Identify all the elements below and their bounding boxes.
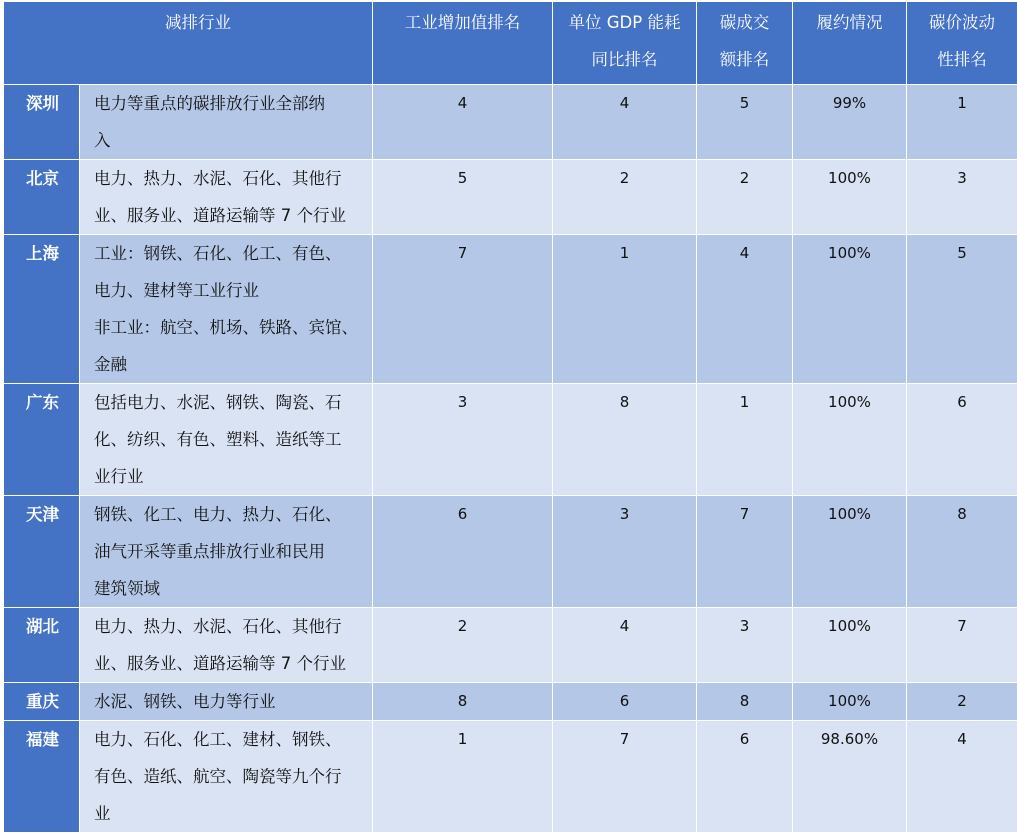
sector-line: 工业：钢铁、石化、化工、有色、 bbox=[94, 235, 364, 272]
table-row bbox=[4, 85, 1017, 160]
header-value-added-rank: 工业增加值排名 bbox=[373, 2, 553, 85]
header-volatility-rank-line1: 碳价波动 bbox=[907, 4, 1017, 41]
table-header bbox=[4, 2, 1017, 85]
row-trade-rank: 1 bbox=[697, 384, 793, 496]
row-value-added-rank: 7 bbox=[373, 235, 553, 384]
header-energy-rank bbox=[553, 2, 697, 85]
row-compliance: 100% bbox=[793, 608, 907, 683]
row-value-added-rank: 4 bbox=[373, 85, 553, 160]
row-trade-rank: 2 bbox=[697, 160, 793, 235]
header-energy-rank-line2: 同比排名 bbox=[553, 41, 696, 78]
row-value-added-rank: 2 bbox=[373, 608, 553, 683]
table-row bbox=[4, 496, 1017, 608]
row-region: 广东 bbox=[4, 384, 80, 496]
sector-line: 金融 bbox=[94, 346, 364, 383]
row-compliance: 99% bbox=[793, 85, 907, 160]
row-region: 天津 bbox=[4, 496, 80, 608]
table-row bbox=[4, 721, 1017, 833]
row-trade-rank: 6 bbox=[697, 721, 793, 833]
table-row bbox=[4, 235, 1017, 384]
row-compliance: 100% bbox=[793, 384, 907, 496]
sector-line: 化、纺织、有色、塑料、造纸等工 bbox=[94, 421, 364, 458]
row-energy-rank: 4 bbox=[553, 85, 697, 160]
row-value-added-rank: 3 bbox=[373, 384, 553, 496]
table-body bbox=[4, 85, 1017, 833]
sector-line: 电力、建材等工业行业 bbox=[94, 272, 364, 309]
row-value-added-rank: 5 bbox=[373, 160, 553, 235]
row-sectors bbox=[80, 608, 373, 683]
row-volatility-rank: 5 bbox=[907, 235, 1017, 384]
row-volatility-rank: 4 bbox=[907, 721, 1017, 833]
sector-line: 电力、热力、水泥、石化、其他行 bbox=[94, 160, 364, 197]
carbon-market-ranking-table bbox=[3, 1, 1017, 833]
row-trade-rank: 4 bbox=[697, 235, 793, 384]
row-sectors bbox=[80, 384, 373, 496]
sector-line: 钢铁、化工、电力、热力、石化、 bbox=[94, 496, 364, 533]
row-value-added-rank: 8 bbox=[373, 683, 553, 721]
header-row bbox=[4, 2, 1017, 85]
header-volatility-rank bbox=[907, 2, 1017, 85]
row-compliance: 100% bbox=[793, 683, 907, 721]
row-region: 福建 bbox=[4, 721, 80, 833]
row-energy-rank: 8 bbox=[553, 384, 697, 496]
row-sectors bbox=[80, 235, 373, 384]
row-compliance: 100% bbox=[793, 160, 907, 235]
sector-line: 油气开采等重点排放行业和民用 bbox=[94, 533, 364, 570]
row-energy-rank: 3 bbox=[553, 496, 697, 608]
row-value-added-rank: 1 bbox=[373, 721, 553, 833]
table-row bbox=[4, 160, 1017, 235]
header-sector: 减排行业 bbox=[4, 2, 373, 85]
sector-line: 业行业 bbox=[94, 458, 364, 495]
header-trade-rank-line1: 碳成交 bbox=[697, 4, 792, 41]
row-trade-rank: 3 bbox=[697, 608, 793, 683]
row-trade-rank: 7 bbox=[697, 496, 793, 608]
sector-line: 水泥、钢铁、电力等行业 bbox=[94, 683, 364, 720]
row-sectors bbox=[80, 160, 373, 235]
row-energy-rank: 7 bbox=[553, 721, 697, 833]
row-region: 深圳 bbox=[4, 85, 80, 160]
row-volatility-rank: 1 bbox=[907, 85, 1017, 160]
row-energy-rank: 1 bbox=[553, 235, 697, 384]
row-volatility-rank: 7 bbox=[907, 608, 1017, 683]
row-region: 北京 bbox=[4, 160, 80, 235]
row-energy-rank: 2 bbox=[553, 160, 697, 235]
row-volatility-rank: 3 bbox=[907, 160, 1017, 235]
header-compliance: 履约情况 bbox=[793, 2, 907, 85]
sector-line: 业、服务业、道路运输等 7 个行业 bbox=[94, 197, 364, 234]
table-row bbox=[4, 683, 1017, 721]
row-region: 重庆 bbox=[4, 683, 80, 721]
table-row bbox=[4, 608, 1017, 683]
row-compliance: 100% bbox=[793, 235, 907, 384]
sector-line: 电力、热力、水泥、石化、其他行 bbox=[94, 608, 364, 645]
row-region: 上海 bbox=[4, 235, 80, 384]
row-trade-rank: 8 bbox=[697, 683, 793, 721]
row-sectors bbox=[80, 496, 373, 608]
row-volatility-rank: 6 bbox=[907, 384, 1017, 496]
row-compliance: 98.60% bbox=[793, 721, 907, 833]
row-volatility-rank: 8 bbox=[907, 496, 1017, 608]
sector-line: 业 bbox=[94, 795, 364, 832]
row-energy-rank: 4 bbox=[553, 608, 697, 683]
row-compliance: 100% bbox=[793, 496, 907, 608]
row-trade-rank: 5 bbox=[697, 85, 793, 160]
sector-line: 入 bbox=[94, 122, 364, 159]
row-volatility-rank: 2 bbox=[907, 683, 1017, 721]
row-sectors bbox=[80, 721, 373, 833]
header-trade-rank bbox=[697, 2, 793, 85]
row-energy-rank: 6 bbox=[553, 683, 697, 721]
sector-line: 有色、造纸、航空、陶瓷等九个行 bbox=[94, 758, 364, 795]
row-sectors bbox=[80, 683, 373, 721]
sector-line: 电力等重点的碳排放行业全部纳 bbox=[94, 85, 364, 122]
header-volatility-rank-line2: 性排名 bbox=[907, 41, 1017, 78]
row-value-added-rank: 6 bbox=[373, 496, 553, 608]
header-energy-rank-line1: 单位 GDP 能耗 bbox=[553, 4, 696, 41]
sector-line: 建筑领域 bbox=[94, 570, 364, 607]
row-sectors bbox=[80, 85, 373, 160]
table-row bbox=[4, 384, 1017, 496]
sector-line: 非工业：航空、机场、铁路、宾馆、 bbox=[94, 309, 364, 346]
sector-line: 包括电力、水泥、钢铁、陶瓷、石 bbox=[94, 384, 364, 421]
header-trade-rank-line2: 额排名 bbox=[697, 41, 792, 78]
sector-line: 电力、石化、化工、建材、钢铁、 bbox=[94, 721, 364, 758]
row-region: 湖北 bbox=[4, 608, 80, 683]
sector-line: 业、服务业、道路运输等 7 个行业 bbox=[94, 645, 364, 682]
